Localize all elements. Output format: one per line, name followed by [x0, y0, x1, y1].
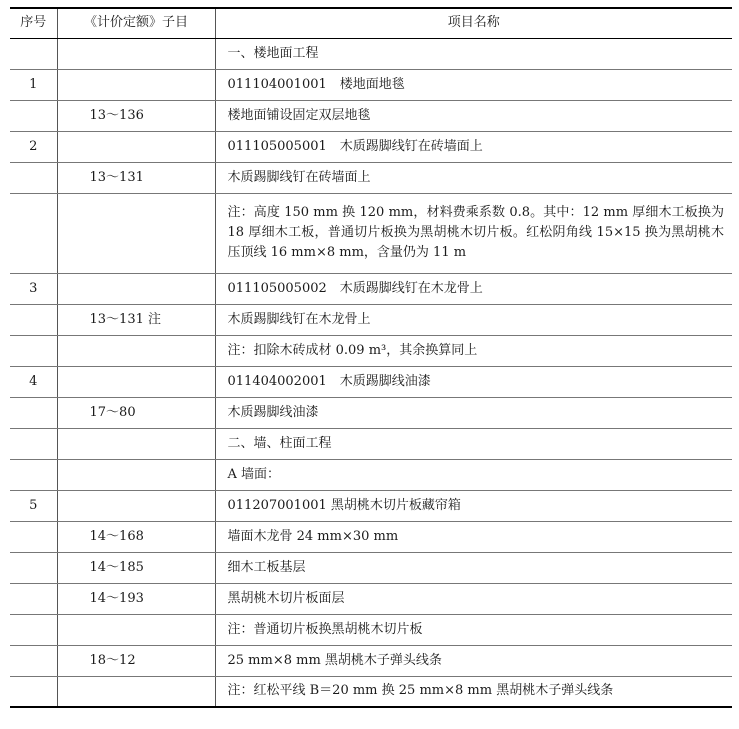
cell-name: 011105005001 木质踢脚线钉在砖墙面上 — [215, 131, 732, 162]
cell-quota — [57, 335, 215, 366]
cell-name: 黑胡桃木切片板面层 — [215, 583, 732, 614]
table-row — [10, 645, 732, 676]
cell-quota — [57, 676, 215, 707]
cell-note: 注：扣除木砖成材 0.09 m³，其余换算同上 — [215, 335, 732, 366]
cell-name: 一、楼地面工程 — [215, 38, 732, 69]
table-row — [10, 521, 732, 552]
header-index: 序号 — [10, 8, 57, 38]
cell-name: 011404002001 木质踢脚线油漆 — [215, 366, 732, 397]
cell-quota — [57, 614, 215, 645]
cell-index — [10, 521, 57, 552]
table-row — [10, 69, 732, 100]
cell-index — [10, 583, 57, 614]
table-row — [10, 366, 732, 397]
cell-name: 木质踢脚线钉在木龙骨上 — [215, 304, 732, 335]
cell-note: 注：红松平线 B＝20 mm 换 25 mm×8 mm 黑胡桃木子弹头线条 — [215, 676, 732, 707]
cell-quota: 18～12 — [57, 645, 215, 676]
cell-index — [10, 193, 57, 273]
table-row — [10, 614, 732, 645]
table-row — [10, 193, 732, 273]
cell-quota — [57, 69, 215, 100]
cell-quota — [57, 366, 215, 397]
table-row — [10, 490, 732, 521]
cell-index — [10, 676, 57, 707]
cell-quota — [57, 131, 215, 162]
cell-index — [10, 459, 57, 490]
cell-quota: 13～136 — [57, 100, 215, 131]
cell-name: 二、墙、柱面工程 — [215, 428, 732, 459]
cell-note: 注：高度 150 mm 换 120 mm，材料费乘系数 0.8。其中：12 mm 厚细木工板换为 18 厚细木工板，普通切片板换为黑胡桃木切片板。红松阴角线 15×15 换为黑胡桃木压顶线 16 mm×8 mm，含量仍为 11 m — [215, 193, 732, 273]
cell-quota — [57, 459, 215, 490]
cell-name: 011207001001 黑胡桃木切片板藏帘箱 — [215, 490, 732, 521]
cell-index: 5 — [10, 490, 57, 521]
cell-quota — [57, 38, 215, 69]
quota-table — [10, 7, 732, 708]
cell-index — [10, 100, 57, 131]
cell-name: 细木工板基层 — [215, 552, 732, 583]
cell-name: 011105005002 木质踢脚线钉在木龙骨上 — [215, 273, 732, 304]
cell-name: 楼地面铺设固定双层地毯 — [215, 100, 732, 131]
cell-quota — [57, 193, 215, 273]
cell-quota — [57, 273, 215, 304]
cell-quota — [57, 490, 215, 521]
cell-index — [10, 645, 57, 676]
cell-quota: 17～80 — [57, 397, 215, 428]
table-row — [10, 428, 732, 459]
cell-quota: 14～168 — [57, 521, 215, 552]
cell-index: 4 — [10, 366, 57, 397]
cell-quota — [57, 428, 215, 459]
cell-index — [10, 552, 57, 583]
table-row — [10, 459, 732, 490]
cell-index — [10, 304, 57, 335]
cell-name: 墙面木龙骨 24 mm×30 mm — [215, 521, 732, 552]
cell-name: 木质踢脚线钉在砖墙面上 — [215, 162, 732, 193]
table-row — [10, 397, 732, 428]
cell-name: 木质踢脚线油漆 — [215, 397, 732, 428]
cell-quota: 13～131 — [57, 162, 215, 193]
cell-quota: 14～185 — [57, 552, 215, 583]
cell-index — [10, 162, 57, 193]
cell-index: 3 — [10, 273, 57, 304]
cell-name: 25 mm×8 mm 黑胡桃木子弹头线条 — [215, 645, 732, 676]
table-row — [10, 676, 732, 707]
cell-index — [10, 38, 57, 69]
table-row — [10, 38, 732, 69]
cell-index — [10, 335, 57, 366]
cell-index — [10, 428, 57, 459]
cell-name: 011104001001 楼地面地毯 — [215, 69, 732, 100]
cell-note: 注：普通切片板换黑胡桃木切片板 — [215, 614, 732, 645]
cell-index: 2 — [10, 131, 57, 162]
table-row — [10, 162, 732, 193]
table-row — [10, 131, 732, 162]
table-row — [10, 100, 732, 131]
cell-name: A 墙面： — [215, 459, 732, 490]
table-row — [10, 273, 732, 304]
table-row — [10, 583, 732, 614]
cell-index: 1 — [10, 69, 57, 100]
header-quota: 《计价定额》子目 — [57, 8, 215, 38]
header-row — [10, 8, 732, 38]
cell-quota: 13～131 注 — [57, 304, 215, 335]
header-name: 项目名称 — [215, 8, 732, 38]
table-row — [10, 335, 732, 366]
table-row — [10, 304, 732, 335]
table-row — [10, 552, 732, 583]
cell-quota: 14～193 — [57, 583, 215, 614]
cell-index — [10, 614, 57, 645]
cell-index — [10, 397, 57, 428]
